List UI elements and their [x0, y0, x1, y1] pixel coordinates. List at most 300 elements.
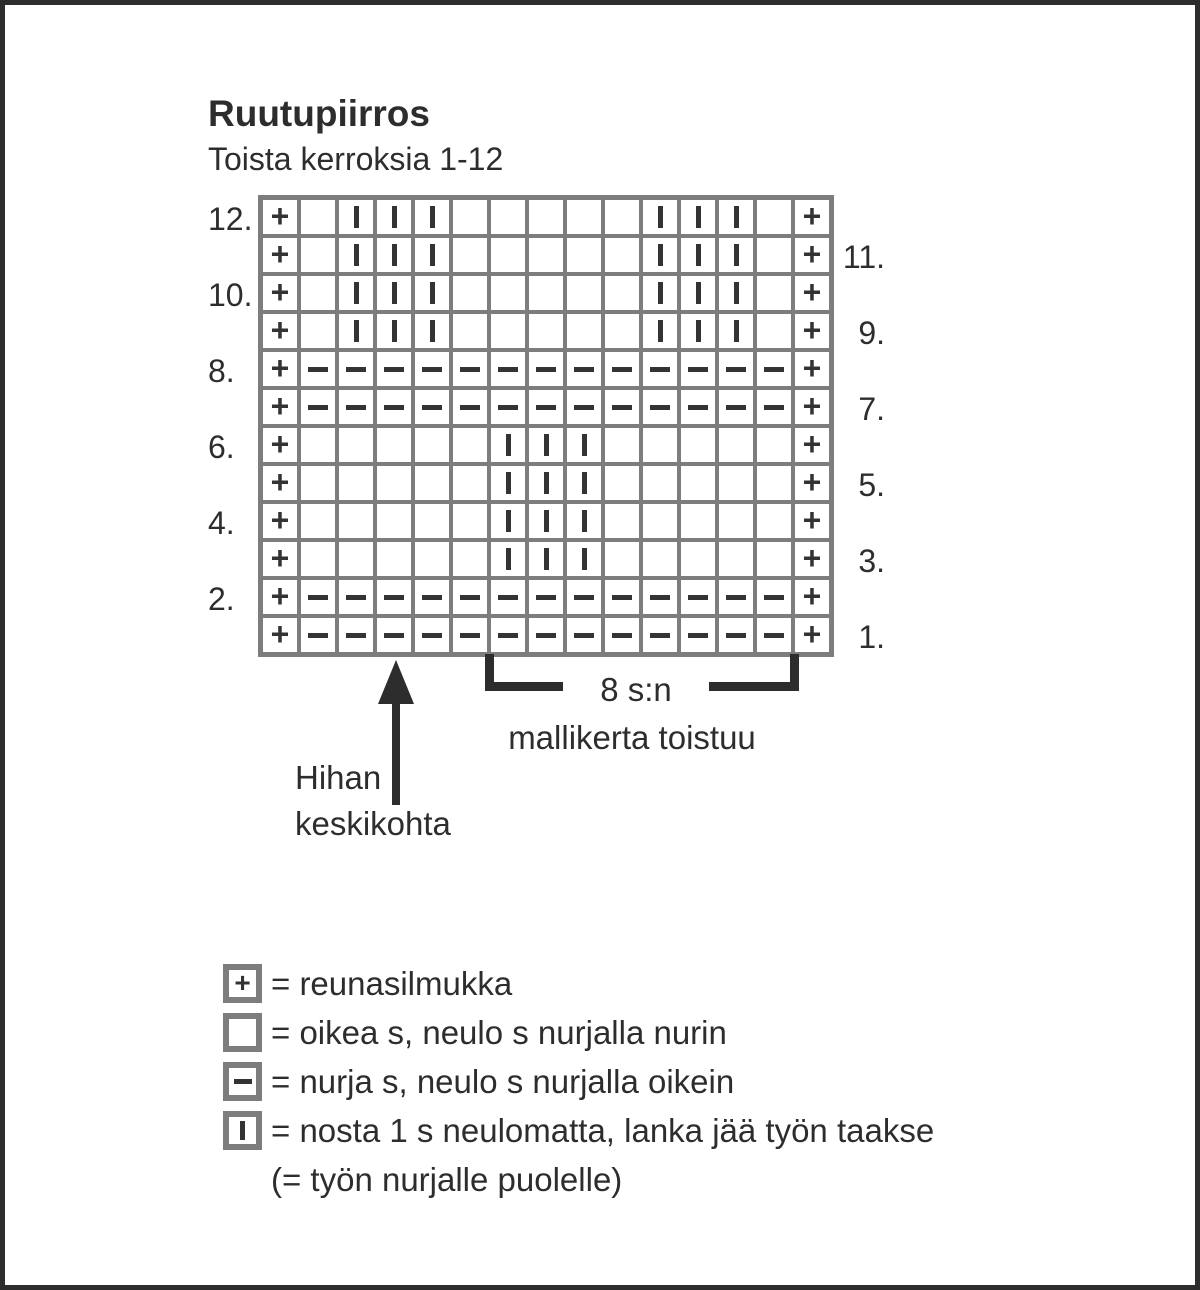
center-arrow-head-icon: [378, 660, 414, 704]
chart-cell: [377, 504, 411, 538]
chart-cell: [453, 542, 487, 576]
chart-cell: [795, 580, 829, 614]
purl-dash-icon: [346, 367, 366, 372]
purl-dash-icon: [726, 595, 746, 600]
chart-cell: [453, 466, 487, 500]
chart-cell: [529, 276, 563, 310]
chart-cell: [605, 618, 639, 652]
slip-stitch-bar-icon: [658, 206, 663, 228]
chart-cell: [605, 200, 639, 234]
chart-cell: [301, 466, 335, 500]
chart-cell: [643, 618, 677, 652]
purl-dash-icon: [346, 633, 366, 638]
chart-cell: [681, 200, 715, 234]
chart-cell: [263, 314, 297, 348]
legend-symbol-box: [223, 1013, 262, 1052]
chart-cell: [643, 504, 677, 538]
chart-cell: [681, 390, 715, 424]
slip-stitch-bar-icon: [430, 244, 435, 266]
purl-dash-icon: [764, 633, 784, 638]
slip-stitch-bar-icon: [696, 206, 701, 228]
chart-cell: [491, 618, 525, 652]
chart-cell: [567, 200, 601, 234]
repeat-bracket-right-tick: [790, 654, 799, 691]
slip-stitch-bar-icon: [658, 320, 663, 342]
chart-cell: [643, 352, 677, 386]
slip-stitch-bar-icon: [544, 472, 549, 494]
chart-cell: [681, 504, 715, 538]
chart-cell: [567, 504, 601, 538]
edge-stitch-plus-icon: +: [270, 616, 290, 652]
chart-cell: [491, 466, 525, 500]
chart-cell: [719, 314, 753, 348]
purl-dash-icon: [536, 367, 556, 372]
chart-cell: [301, 276, 335, 310]
edge-stitch-plus-icon: +: [802, 274, 822, 310]
purl-dash-icon: [764, 405, 784, 410]
chart-cell: [681, 466, 715, 500]
edge-stitch-plus-icon: +: [802, 616, 822, 652]
chart-cell: [681, 580, 715, 614]
chart-cell: [719, 542, 753, 576]
chart-cell: [567, 352, 601, 386]
chart-cell: [263, 200, 297, 234]
chart-cell: [643, 390, 677, 424]
chart-cell: [301, 352, 335, 386]
slip-stitch-bar-icon: [582, 472, 587, 494]
edge-stitch-plus-icon: +: [802, 540, 822, 576]
row-number-7: 7.: [858, 391, 885, 427]
slip-stitch-bar-icon: [582, 548, 587, 570]
chart-cell: [757, 466, 791, 500]
legend: [223, 959, 934, 1204]
legend-item: [223, 1057, 934, 1106]
slip-stitch-bar-icon: [734, 206, 739, 228]
slip-stitch-bar-icon: [392, 282, 397, 304]
slip-stitch-bar-icon: [430, 282, 435, 304]
edge-stitch-plus-icon: +: [270, 502, 290, 538]
chart-cell: [453, 238, 487, 272]
chart-cell: [263, 504, 297, 538]
edge-stitch-plus-icon: +: [234, 966, 251, 998]
chart-cell: [415, 542, 449, 576]
purl-dash-icon: [726, 633, 746, 638]
chart-cell: [795, 390, 829, 424]
chart-cell: [415, 504, 449, 538]
chart-cell: [567, 238, 601, 272]
edge-stitch-plus-icon: +: [802, 198, 822, 234]
purl-dash-icon: [498, 633, 518, 638]
chart-cell: [263, 352, 297, 386]
knitting-chart-grid: [258, 195, 834, 657]
purl-dash-icon: [460, 633, 480, 638]
chart-cell: [529, 580, 563, 614]
chart-cell: [301, 580, 335, 614]
chart-cell: [301, 390, 335, 424]
chart-cell: [377, 618, 411, 652]
chart-cell: [719, 352, 753, 386]
slip-stitch-bar-icon: [430, 320, 435, 342]
center-arrow-label-line: keskikohta: [295, 805, 451, 842]
chart-cell: [757, 618, 791, 652]
chart-cell: [681, 542, 715, 576]
chart-cell: [795, 542, 829, 576]
slip-stitch-bar-icon: [582, 434, 587, 456]
chart-cell: [529, 238, 563, 272]
row-number-4: 4.: [208, 505, 235, 541]
chart-cell: [415, 580, 449, 614]
purl-dash-icon: [650, 633, 670, 638]
chart-cell: [263, 618, 297, 652]
purl-dash-icon: [612, 633, 632, 638]
edge-stitch-plus-icon: +: [802, 350, 822, 386]
chart-cell: [263, 580, 297, 614]
repeat-bracket-left-bar: [485, 682, 563, 691]
purl-dash-icon: [612, 367, 632, 372]
chart-cell: [529, 618, 563, 652]
purl-dash-icon: [308, 633, 328, 638]
purl-dash-icon: [384, 633, 404, 638]
slip-stitch-bar-icon: [354, 320, 359, 342]
edge-stitch-plus-icon: +: [270, 274, 290, 310]
purl-dash-icon: [460, 367, 480, 372]
slip-stitch-bar-icon: [392, 320, 397, 342]
chart-cell: [491, 352, 525, 386]
slip-stitch-bar-icon: [696, 244, 701, 266]
chart-cell: [491, 542, 525, 576]
slip-stitch-bar-icon: [582, 510, 587, 532]
legend-item-text: = reunasilmukka: [271, 964, 513, 1002]
chart-cell: [529, 466, 563, 500]
chart-cell: [719, 504, 753, 538]
chart-cell: [339, 238, 373, 272]
chart-cell: [263, 542, 297, 576]
chart-cell: [605, 542, 639, 576]
chart-cell: [453, 580, 487, 614]
chart-cell: [415, 618, 449, 652]
purl-dash-icon: [612, 595, 632, 600]
chart-cell: [415, 314, 449, 348]
chart-cell: [795, 466, 829, 500]
purl-dash-icon: [536, 633, 556, 638]
edge-stitch-plus-icon: +: [270, 198, 290, 234]
slip-stitch-bar-icon: [354, 244, 359, 266]
chart-cell: [757, 352, 791, 386]
row-number-2: 2.: [208, 581, 235, 617]
slip-stitch-bar-icon: [734, 244, 739, 266]
chart-cell: [339, 276, 373, 310]
chart-cell: [795, 200, 829, 234]
chart-cell: [377, 580, 411, 614]
chart-cell: [719, 618, 753, 652]
chart-cell: [567, 618, 601, 652]
purl-dash-icon: [688, 405, 708, 410]
purl-dash-icon: [536, 405, 556, 410]
edge-stitch-plus-icon: +: [270, 540, 290, 576]
purl-dash-icon: [612, 405, 632, 410]
chart-cell: [415, 276, 449, 310]
legend-item: [223, 1008, 934, 1057]
slip-stitch-bar-icon: [354, 282, 359, 304]
slip-stitch-bar-icon: [506, 472, 511, 494]
chart-cell: [757, 504, 791, 538]
purl-dash-icon: [498, 367, 518, 372]
slip-stitch-bar-icon: [506, 548, 511, 570]
purl-dash-icon: [384, 595, 404, 600]
legend-item: [223, 959, 934, 1008]
chart-cell: [491, 200, 525, 234]
chart-cell: [757, 314, 791, 348]
chart-cell: [491, 276, 525, 310]
chart-cell: [795, 314, 829, 348]
chart-cell: [605, 504, 639, 538]
chart-cell: [567, 542, 601, 576]
chart-cell: [757, 580, 791, 614]
purl-dash-icon: [650, 595, 670, 600]
chart-cell: [757, 542, 791, 576]
chart-cell: [605, 276, 639, 310]
edge-stitch-plus-icon: +: [802, 426, 822, 462]
row-number-10: 10.: [208, 277, 253, 313]
slip-stitch-bar-icon: [430, 206, 435, 228]
row-number-6: 6.: [208, 429, 235, 465]
chart-cell: [339, 618, 373, 652]
purl-dash-icon: [688, 633, 708, 638]
purl-dash-icon: [460, 595, 480, 600]
chart-cell: [567, 580, 601, 614]
repeat-bracket-right-bar: [709, 682, 799, 691]
edge-stitch-plus-icon: +: [270, 350, 290, 386]
chart-cell: [491, 238, 525, 272]
slip-stitch-bar-icon: [734, 320, 739, 342]
chart-cell: [605, 580, 639, 614]
center-arrow-label-line: Hihan: [295, 759, 382, 796]
edge-stitch-plus-icon: +: [270, 578, 290, 614]
repeat-label-top: 8 s:n: [600, 671, 672, 708]
edge-stitch-plus-icon: +: [270, 426, 290, 462]
edge-stitch-plus-icon: +: [270, 312, 290, 348]
purl-dash-icon: [384, 367, 404, 372]
purl-dash-icon: [574, 595, 594, 600]
chart-cell: [415, 466, 449, 500]
purl-dash-icon: [422, 367, 442, 372]
slip-stitch-bar-icon: [240, 1121, 245, 1140]
chart-cell: [491, 580, 525, 614]
chart-cell: [795, 504, 829, 538]
chart-cell: [643, 428, 677, 462]
purl-dash-icon: [460, 405, 480, 410]
chart-cell: [719, 580, 753, 614]
chart-cell: [567, 428, 601, 462]
chart-cell: [339, 390, 373, 424]
chart-cell: [415, 390, 449, 424]
edge-stitch-plus-icon: +: [802, 388, 822, 424]
chart-cell: [757, 238, 791, 272]
chart-cell: [301, 428, 335, 462]
chart-cell: [529, 504, 563, 538]
legend-symbol-box: [223, 1062, 262, 1101]
purl-dash-icon: [764, 367, 784, 372]
chart-cell: [757, 200, 791, 234]
row-number-12: 12.: [208, 201, 253, 237]
purl-dash-icon: [422, 595, 442, 600]
chart-cell: [795, 618, 829, 652]
chart-cell: [339, 428, 373, 462]
chart-cell: [263, 428, 297, 462]
chart-cell: [719, 238, 753, 272]
slip-stitch-bar-icon: [392, 244, 397, 266]
chart-cell: [643, 238, 677, 272]
purl-dash-icon: [384, 405, 404, 410]
chart-cell: [719, 390, 753, 424]
row-number-3: 3.: [858, 543, 885, 579]
chart-cell: [681, 314, 715, 348]
chart-cell: [453, 390, 487, 424]
chart-cell: [757, 390, 791, 424]
row-number-11: 11.: [842, 239, 885, 275]
chart-cell: [339, 466, 373, 500]
page-title: Ruutupiirros: [208, 93, 430, 134]
chart-cell: [339, 580, 373, 614]
purl-dash-icon: [498, 405, 518, 410]
chart-cell: [605, 466, 639, 500]
chart-cell: [263, 390, 297, 424]
chart-cell: [681, 428, 715, 462]
slip-stitch-bar-icon: [354, 206, 359, 228]
chart-cell: [377, 352, 411, 386]
chart-cell: [529, 428, 563, 462]
chart-cell: [567, 466, 601, 500]
chart-cell: [415, 428, 449, 462]
chart-cell: [719, 428, 753, 462]
purl-dash-icon: [726, 367, 746, 372]
chart-cell: [377, 200, 411, 234]
chart-cell: [757, 276, 791, 310]
row-number-9: 9.: [858, 315, 885, 351]
chart-cell: [301, 618, 335, 652]
purl-dash-icon: [422, 633, 442, 638]
chart-cell: [453, 200, 487, 234]
chart-cell: [529, 200, 563, 234]
row-number-5: 5.: [858, 467, 885, 503]
chart-cell: [263, 276, 297, 310]
chart-cell: [605, 238, 639, 272]
chart-cell: [643, 580, 677, 614]
row-number-8: 8.: [208, 353, 235, 389]
edge-stitch-plus-icon: +: [802, 578, 822, 614]
chart-cell: [529, 542, 563, 576]
chart-cell: [377, 428, 411, 462]
chart-cell: [643, 276, 677, 310]
purl-dash-icon: [346, 405, 366, 410]
chart-cell: [491, 504, 525, 538]
edge-stitch-plus-icon: +: [270, 388, 290, 424]
slip-stitch-bar-icon: [392, 206, 397, 228]
chart-cell: [301, 314, 335, 348]
chart-cell: [757, 428, 791, 462]
purl-dash-icon: [650, 367, 670, 372]
chart-cell: [605, 428, 639, 462]
chart-cell: [263, 466, 297, 500]
slip-stitch-bar-icon: [658, 244, 663, 266]
slip-stitch-bar-icon: [544, 510, 549, 532]
chart-cell: [795, 276, 829, 310]
chart-cell: [529, 352, 563, 386]
purl-dash-icon: [574, 405, 594, 410]
purl-dash-icon: [234, 1079, 252, 1084]
subtitle: Toista kerroksia 1-12: [208, 141, 504, 177]
chart-cell: [529, 314, 563, 348]
chart-cell: [339, 504, 373, 538]
purl-dash-icon: [498, 595, 518, 600]
legend-item-text: = nurja s, neulo s nurjalla oikein: [271, 1062, 735, 1100]
edge-stitch-plus-icon: +: [802, 312, 822, 348]
chart-cell: [339, 314, 373, 348]
chart-cell: [453, 504, 487, 538]
chart-cell: [681, 618, 715, 652]
chart-cell: [643, 466, 677, 500]
chart-cell: [415, 200, 449, 234]
chart-cell: [605, 352, 639, 386]
chart-cell: [377, 276, 411, 310]
chart-cell: [643, 542, 677, 576]
chart-cell: [339, 542, 373, 576]
purl-dash-icon: [726, 405, 746, 410]
chart-cell: [795, 428, 829, 462]
chart-cell: [643, 314, 677, 348]
slip-stitch-bar-icon: [734, 282, 739, 304]
purl-dash-icon: [688, 367, 708, 372]
chart-cell: [795, 238, 829, 272]
chart-cell: [377, 314, 411, 348]
edge-stitch-plus-icon: +: [270, 236, 290, 272]
legend-item-text: = nosta 1 s neulomatta, lanka jää työn taakse: [271, 1111, 935, 1149]
chart-cell: [567, 276, 601, 310]
slip-stitch-bar-icon: [696, 320, 701, 342]
chart-cell: [719, 466, 753, 500]
purl-dash-icon: [764, 595, 784, 600]
legend-item-text: = oikea s, neulo s nurjalla nurin: [271, 1013, 727, 1051]
purl-dash-icon: [574, 367, 594, 372]
chart-cell: [301, 238, 335, 272]
slip-stitch-bar-icon: [658, 282, 663, 304]
chart-cell: [529, 390, 563, 424]
chart-cell: [605, 390, 639, 424]
chart-cell: [453, 276, 487, 310]
chart-cell: [681, 276, 715, 310]
legend-symbol-box: [223, 964, 262, 1003]
chart-cell: [377, 466, 411, 500]
purl-dash-icon: [422, 405, 442, 410]
slip-stitch-bar-icon: [696, 282, 701, 304]
purl-dash-icon: [308, 405, 328, 410]
chart-cell: [453, 618, 487, 652]
chart-cell: [643, 200, 677, 234]
edge-stitch-plus-icon: +: [802, 464, 822, 500]
chart-cell: [719, 276, 753, 310]
center-arrow-label: [295, 755, 451, 847]
legend-item: [223, 1106, 934, 1155]
chart-cell: [339, 200, 373, 234]
purl-dash-icon: [308, 367, 328, 372]
chart-cell: [567, 314, 601, 348]
chart-cell: [415, 238, 449, 272]
chart-cell: [681, 352, 715, 386]
legend-item-text: (= työn nurjalle puolelle): [271, 1160, 623, 1198]
slip-stitch-bar-icon: [506, 434, 511, 456]
chart-cell: [377, 390, 411, 424]
repeat-label-bottom: mallikerta toistuu: [508, 719, 756, 756]
